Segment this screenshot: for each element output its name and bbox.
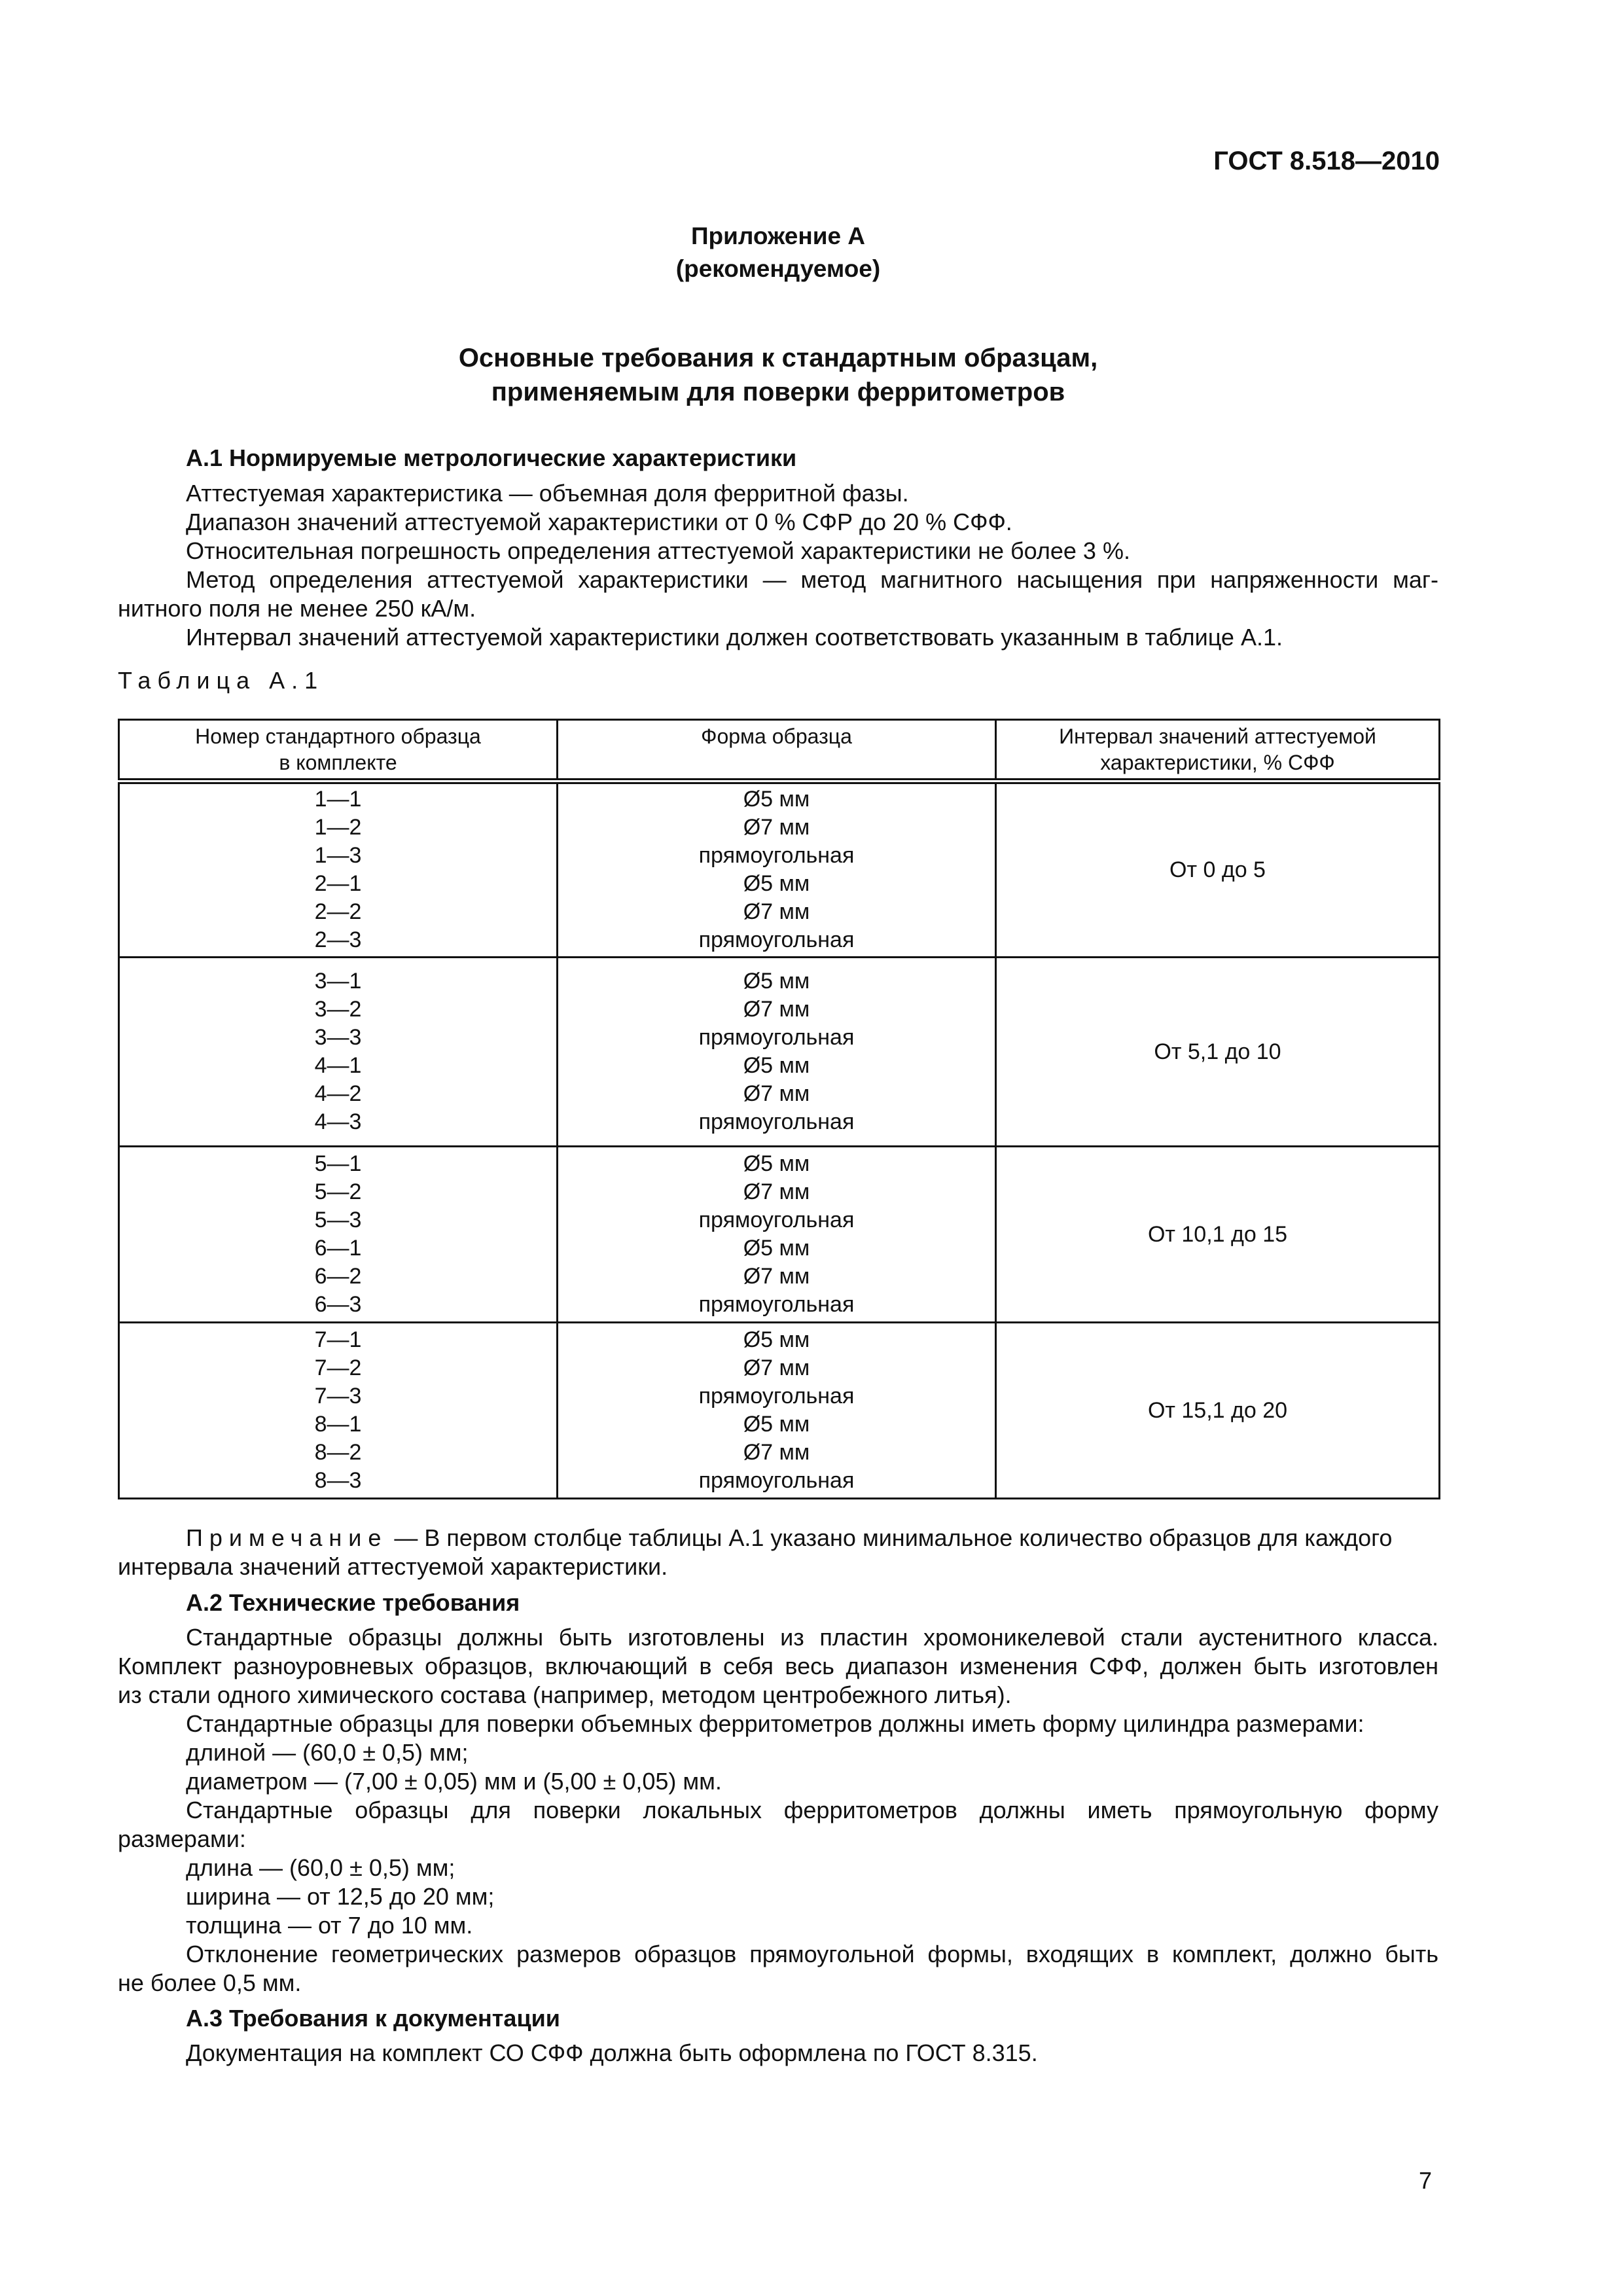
sample-number: 4—1 <box>314 1053 362 1079</box>
sample-number: 6—3 <box>314 1292 362 1318</box>
a1-paragraph-4-line2: нитного поля не менее 250 кА/м. <box>118 595 476 622</box>
header-interval <box>996 720 1440 781</box>
sample-form: прямоугольная <box>698 1384 855 1409</box>
a2-paragraph-3-line1: Стандартные образцы для поверки локальных ферритометров должны иметь прямоугольную форму <box>186 1797 1438 1823</box>
sample-form: Ø7 мм <box>743 1179 810 1205</box>
table-header-row <box>119 720 1440 781</box>
table-note-line2: интервала значений аттестуемой характеристики. <box>118 1553 668 1580</box>
sample-form: Ø5 мм <box>743 1327 810 1353</box>
sample-form: Ø7 мм <box>743 815 810 840</box>
sample-number: 6—2 <box>314 1264 362 1289</box>
a2-list-item: толщина — от 7 до 10 мм. <box>186 1912 473 1939</box>
a2-list-item: ширина — от 12,5 до 20 мм; <box>186 1883 495 1910</box>
sample-number: 5—1 <box>314 1151 362 1177</box>
main-title-line2: применяемым для поверки ферритометров <box>491 378 1065 406</box>
sample-form: прямоугольная <box>698 927 855 953</box>
sample-number: 4—3 <box>314 1109 362 1135</box>
sample-form: Ø5 мм <box>743 787 810 812</box>
a2-list-item: длина — (60,0 ± 0,5) мм; <box>186 1854 455 1881</box>
sample-number: 1—2 <box>314 815 362 840</box>
header-interval-line1: Интервал значений аттестуемой <box>1059 725 1376 748</box>
note-label: Примечание <box>186 1524 388 1551</box>
sample-number: 7—2 <box>314 1355 362 1381</box>
sample-number: 3—1 <box>314 969 362 994</box>
sample-number: 4—2 <box>314 1081 362 1107</box>
interval-cell: От 10,1 до 15 <box>996 1147 1440 1323</box>
sample-number: 8—2 <box>314 1440 362 1465</box>
main-title-line1: Основные требования к стандартным образцам, <box>458 344 1098 372</box>
a2-list-item: диаметром — (7,00 ± 0,05) мм и (5,00 ± 0,05) мм. <box>186 1768 722 1795</box>
sample-number: 7—3 <box>314 1384 362 1409</box>
a1-paragraph-3: Относительная погрешность определения аттестуемой характеристики не более 3 %. <box>186 537 1130 564</box>
a2-paragraph-4-line1: Отклонение геометрических размеров образцов прямоугольной формы, входящих в комплект, должно быть <box>186 1941 1438 1967</box>
sample-form: Ø5 мм <box>743 1151 810 1177</box>
header-sample-number <box>119 720 558 781</box>
a2-paragraph-2: Стандартные образцы для поверки объемных ферритометров должны иметь форму цилиндра размерами: <box>186 1710 1364 1737</box>
sample-form: Ø7 мм <box>743 1355 810 1381</box>
a2-paragraph-1-line2: Комплект разноуровневых образцов, включающий в себя весь диапазон изменения СФФ, должен быть изготовлен <box>118 1653 1438 1679</box>
sample-form: Ø7 мм <box>743 899 810 925</box>
a1-paragraph-4-line1: Метод определения аттестуемой характеристики — метод магнитного насыщения при напряженности маг- <box>186 566 1438 593</box>
sample-form: прямоугольная <box>698 843 855 869</box>
sample-number: 2—1 <box>314 871 362 897</box>
sample-form: Ø7 мм <box>743 1440 810 1465</box>
interval-cell: От 5,1 до 10 <box>996 957 1440 1146</box>
sample-forms-cell <box>558 1323 996 1499</box>
a2-paragraph-4-line2: не более 0,5 мм. <box>118 1969 302 1996</box>
header-sample-form-text: Форма образца <box>701 725 852 748</box>
sample-form: прямоугольная <box>698 1109 855 1135</box>
header-sample-form <box>558 720 996 781</box>
table-row <box>119 781 1440 958</box>
sample-form: Ø7 мм <box>743 1264 810 1289</box>
sample-number: 5—2 <box>314 1179 362 1205</box>
sample-numbers-cell <box>119 1323 558 1499</box>
a1-paragraph-1: Аттестуемая характеристика — объемная доля ферритной фазы. <box>186 480 909 507</box>
sample-form: Ø7 мм <box>743 997 810 1022</box>
interval-cell: От 0 до 5 <box>996 781 1440 958</box>
sample-number: 8—1 <box>314 1412 362 1437</box>
sample-form: Ø5 мм <box>743 1053 810 1079</box>
sample-forms-cell <box>558 957 996 1146</box>
sample-number: 7—1 <box>314 1327 362 1353</box>
a1-paragraph-5: Интервал значений аттестуемой характеристики должен соответствовать указанным в таблице А.1. <box>186 624 1283 651</box>
sample-number: 3—3 <box>314 1025 362 1050</box>
sample-form: Ø5 мм <box>743 969 810 994</box>
sample-forms-cell <box>558 1147 996 1323</box>
sample-form: Ø5 мм <box>743 1236 810 1261</box>
sample-number: 8—3 <box>314 1468 362 1494</box>
sample-form: Ø5 мм <box>743 1412 810 1437</box>
a2-list-item: длиной — (60,0 ± 0,5) мм; <box>186 1739 469 1766</box>
page-number: 7 <box>1419 2167 1433 2194</box>
sample-form: прямоугольная <box>698 1468 855 1494</box>
header-interval-line2: характеристики, % СФФ <box>1100 751 1335 774</box>
sample-number: 1—3 <box>314 843 362 869</box>
sample-form: прямоугольная <box>698 1208 855 1233</box>
appendix-status: (рекомендуемое) <box>675 255 881 282</box>
table-row <box>119 957 1440 1146</box>
header-sample-number-line1: Номер стандартного образца <box>195 725 481 748</box>
note-text: — В первом столбце таблицы А.1 указано минимальное количество образцов для каждого <box>387 1524 1393 1551</box>
a2-paragraph-1-line3: из стали одного химического состава (например, методом центробежного литья). <box>118 1681 1012 1708</box>
a2-paragraph-1-line1: Стандартные образцы должны быть изготовлены из пластин хромоникелевой стали аустенитного класса. <box>186 1624 1438 1651</box>
sample-number: 2—2 <box>314 899 362 925</box>
table-row <box>119 1323 1440 1499</box>
sample-numbers-cell <box>119 1147 558 1323</box>
sample-number: 1—1 <box>314 787 362 812</box>
sample-form: прямоугольная <box>698 1025 855 1050</box>
sample-numbers-cell <box>119 957 558 1146</box>
section-a2-heading: А.2 Технические требования <box>186 1589 520 1616</box>
reference-samples-table <box>118 719 1440 1499</box>
a1-paragraph-2: Диапазон значений аттестуемой характеристики от 0 % СФР до 20 % СФФ. <box>186 509 1012 535</box>
sample-number: 2—3 <box>314 927 362 953</box>
sample-numbers-cell <box>119 781 558 958</box>
sample-forms-cell <box>558 781 996 958</box>
table-row <box>119 1147 1440 1323</box>
interval-cell: От 15,1 до 20 <box>996 1323 1440 1499</box>
sample-number: 3—2 <box>314 997 362 1022</box>
table-caption: Таблица А.1 <box>118 667 325 694</box>
sample-form: Ø5 мм <box>743 871 810 897</box>
table-note-line1 <box>186 1524 1392 1552</box>
document-code: ГОСТ 8.518—2010 <box>1213 147 1440 175</box>
sample-number: 6—1 <box>314 1236 362 1261</box>
sample-form: Ø7 мм <box>743 1081 810 1107</box>
appendix-title: Приложение А <box>690 223 866 249</box>
a3-paragraph-1: Документация на комплект СО СФФ должна быть оформлена по ГОСТ 8.315. <box>186 2039 1038 2066</box>
sample-number: 5—3 <box>314 1208 362 1233</box>
header-sample-number-line2: в комплекте <box>279 751 397 774</box>
section-a3-heading: А.3 Требования к документации <box>186 2005 560 2032</box>
sample-form: прямоугольная <box>698 1292 855 1318</box>
a2-paragraph-3-line2: размерами: <box>118 1825 246 1852</box>
section-a1-heading: А.1 Нормируемые метрологические характеристики <box>186 444 797 471</box>
